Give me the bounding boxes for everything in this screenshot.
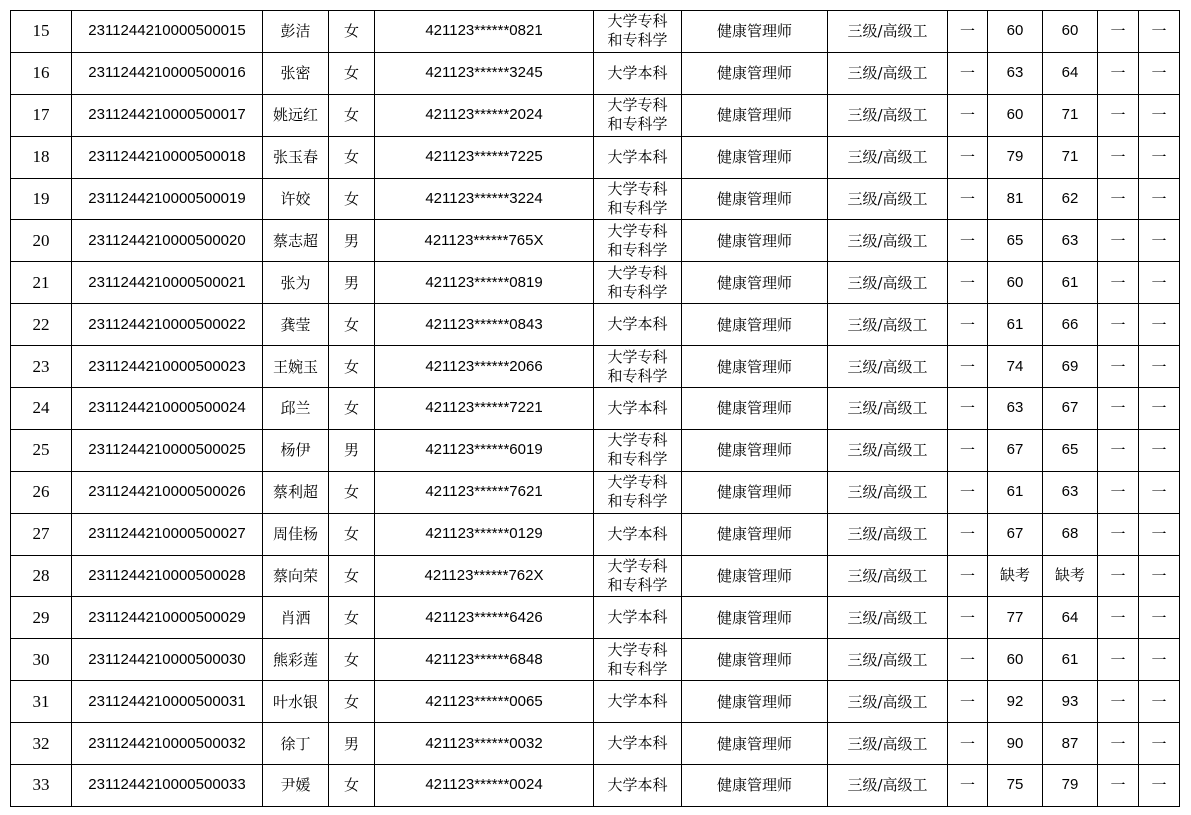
cell-exam-id: 2311244210000500019 bbox=[72, 178, 263, 220]
cell-name: 许姣 bbox=[263, 178, 329, 220]
cell-seq: 30 bbox=[11, 639, 72, 681]
cell-col13: 一 bbox=[1139, 136, 1180, 178]
cell-level: 三级/高级工 bbox=[828, 639, 948, 681]
cell-col13: 一 bbox=[1139, 639, 1180, 681]
cell-name: 尹媛 bbox=[263, 765, 329, 807]
cell-education bbox=[594, 346, 682, 388]
cell-level: 三级/高级工 bbox=[828, 513, 948, 555]
cell-education bbox=[594, 723, 682, 765]
cell-score2: 67 bbox=[1043, 388, 1098, 430]
cell-col9: 一 bbox=[948, 11, 988, 53]
cell-education bbox=[594, 11, 682, 53]
cell-exam-id: 2311244210000500016 bbox=[72, 52, 263, 94]
cell-seq: 32 bbox=[11, 723, 72, 765]
cell-exam-id: 2311244210000500024 bbox=[72, 388, 263, 430]
cell-education bbox=[594, 262, 682, 304]
cell-col9: 一 bbox=[948, 597, 988, 639]
education-line: 和专科学 bbox=[607, 31, 668, 50]
cell-name: 蔡向荣 bbox=[263, 555, 329, 597]
table-row bbox=[11, 513, 1180, 555]
table-row bbox=[11, 723, 1180, 765]
cell-score2: 71 bbox=[1043, 94, 1098, 136]
cell-score1: 81 bbox=[988, 178, 1043, 220]
cell-education bbox=[594, 681, 682, 723]
cell-level: 三级/高级工 bbox=[828, 471, 948, 513]
cell-id-number: 421123******0129 bbox=[375, 513, 594, 555]
cell-level: 三级/高级工 bbox=[828, 555, 948, 597]
cell-level: 三级/高级工 bbox=[828, 304, 948, 346]
cell-occupation: 健康管理师 bbox=[682, 304, 828, 346]
results-table bbox=[10, 10, 1180, 807]
education-line: 大学专科 bbox=[607, 96, 668, 115]
cell-col9: 一 bbox=[948, 765, 988, 807]
cell-col12: 一 bbox=[1098, 220, 1139, 262]
cell-id-number: 421123******3224 bbox=[375, 178, 594, 220]
cell-score1: 74 bbox=[988, 346, 1043, 388]
cell-gender: 女 bbox=[329, 681, 375, 723]
cell-gender: 女 bbox=[329, 304, 375, 346]
cell-exam-id: 2311244210000500023 bbox=[72, 346, 263, 388]
cell-score2: 79 bbox=[1043, 765, 1098, 807]
education-line: 和专科学 bbox=[607, 659, 668, 678]
cell-exam-id: 2311244210000500017 bbox=[72, 94, 263, 136]
cell-score1: 75 bbox=[988, 765, 1043, 807]
cell-education bbox=[594, 136, 682, 178]
cell-occupation: 健康管理师 bbox=[682, 11, 828, 53]
cell-gender: 女 bbox=[329, 52, 375, 94]
cell-education bbox=[594, 94, 682, 136]
cell-exam-id: 2311244210000500029 bbox=[72, 597, 263, 639]
education-line: 和专科学 bbox=[607, 366, 668, 385]
cell-col13: 一 bbox=[1139, 597, 1180, 639]
education-line: 大学专科 bbox=[607, 640, 668, 659]
cell-gender: 女 bbox=[329, 11, 375, 53]
cell-education bbox=[594, 388, 682, 430]
cell-score1: 缺考 bbox=[988, 555, 1043, 597]
cell-level: 三级/高级工 bbox=[828, 262, 948, 304]
cell-col13: 一 bbox=[1139, 471, 1180, 513]
cell-id-number: 421123******0821 bbox=[375, 11, 594, 53]
cell-score2: 71 bbox=[1043, 136, 1098, 178]
cell-gender: 女 bbox=[329, 346, 375, 388]
education-line: 大学本科 bbox=[607, 608, 668, 627]
cell-col13: 一 bbox=[1139, 429, 1180, 471]
cell-score1: 67 bbox=[988, 513, 1043, 555]
cell-seq: 20 bbox=[11, 220, 72, 262]
cell-id-number: 421123******7225 bbox=[375, 136, 594, 178]
education-line: 大学专科 bbox=[607, 263, 668, 282]
cell-level: 三级/高级工 bbox=[828, 11, 948, 53]
table-row bbox=[11, 220, 1180, 262]
table-row bbox=[11, 346, 1180, 388]
cell-col12: 一 bbox=[1098, 94, 1139, 136]
cell-seq: 16 bbox=[11, 52, 72, 94]
table-row bbox=[11, 639, 1180, 681]
cell-score1: 65 bbox=[988, 220, 1043, 262]
cell-level: 三级/高级工 bbox=[828, 94, 948, 136]
cell-score2: 缺考 bbox=[1043, 555, 1098, 597]
table-row bbox=[11, 429, 1180, 471]
cell-gender: 男 bbox=[329, 262, 375, 304]
cell-education bbox=[594, 429, 682, 471]
cell-id-number: 421123******6426 bbox=[375, 597, 594, 639]
cell-seq: 22 bbox=[11, 304, 72, 346]
cell-id-number: 421123******7621 bbox=[375, 471, 594, 513]
cell-education bbox=[594, 555, 682, 597]
cell-seq: 33 bbox=[11, 765, 72, 807]
cell-score2: 66 bbox=[1043, 304, 1098, 346]
cell-score1: 77 bbox=[988, 597, 1043, 639]
cell-education bbox=[594, 765, 682, 807]
cell-col9: 一 bbox=[948, 471, 988, 513]
cell-col13: 一 bbox=[1139, 304, 1180, 346]
cell-occupation: 健康管理师 bbox=[682, 471, 828, 513]
cell-occupation: 健康管理师 bbox=[682, 555, 828, 597]
cell-exam-id: 2311244210000500028 bbox=[72, 555, 263, 597]
education-line: 大学专科 bbox=[607, 557, 668, 576]
table-row bbox=[11, 178, 1180, 220]
education-line: 大学本科 bbox=[607, 147, 668, 166]
cell-col12: 一 bbox=[1098, 52, 1139, 94]
table-row bbox=[11, 262, 1180, 304]
cell-id-number: 421123******7221 bbox=[375, 388, 594, 430]
cell-level: 三级/高级工 bbox=[828, 597, 948, 639]
education-line: 和专科学 bbox=[607, 492, 668, 511]
cell-level: 三级/高级工 bbox=[828, 429, 948, 471]
cell-score1: 90 bbox=[988, 723, 1043, 765]
table-row bbox=[11, 94, 1180, 136]
cell-score2: 64 bbox=[1043, 597, 1098, 639]
cell-score2: 87 bbox=[1043, 723, 1098, 765]
cell-gender: 女 bbox=[329, 555, 375, 597]
cell-col9: 一 bbox=[948, 346, 988, 388]
table-row bbox=[11, 681, 1180, 723]
cell-exam-id: 2311244210000500027 bbox=[72, 513, 263, 555]
cell-score2: 63 bbox=[1043, 220, 1098, 262]
cell-name: 叶水银 bbox=[263, 681, 329, 723]
cell-occupation: 健康管理师 bbox=[682, 597, 828, 639]
cell-id-number: 421123******0024 bbox=[375, 765, 594, 807]
cell-score1: 63 bbox=[988, 52, 1043, 94]
cell-exam-id: 2311244210000500032 bbox=[72, 723, 263, 765]
cell-education bbox=[594, 178, 682, 220]
education-line: 大学本科 bbox=[607, 63, 668, 82]
cell-education bbox=[594, 597, 682, 639]
cell-score2: 61 bbox=[1043, 262, 1098, 304]
cell-seq: 18 bbox=[11, 136, 72, 178]
cell-score2: 65 bbox=[1043, 429, 1098, 471]
cell-col9: 一 bbox=[948, 178, 988, 220]
cell-col9: 一 bbox=[948, 555, 988, 597]
cell-col12: 一 bbox=[1098, 681, 1139, 723]
cell-occupation: 健康管理师 bbox=[682, 513, 828, 555]
cell-exam-id: 2311244210000500022 bbox=[72, 304, 263, 346]
table-row bbox=[11, 52, 1180, 94]
cell-score2: 61 bbox=[1043, 639, 1098, 681]
cell-exam-id: 2311244210000500031 bbox=[72, 681, 263, 723]
cell-id-number: 421123******0819 bbox=[375, 262, 594, 304]
cell-col12: 一 bbox=[1098, 11, 1139, 53]
cell-score2: 60 bbox=[1043, 11, 1098, 53]
cell-level: 三级/高级工 bbox=[828, 346, 948, 388]
cell-score2: 68 bbox=[1043, 513, 1098, 555]
table-row bbox=[11, 471, 1180, 513]
cell-col13: 一 bbox=[1139, 220, 1180, 262]
cell-seq: 23 bbox=[11, 346, 72, 388]
table-row bbox=[11, 388, 1180, 430]
cell-col9: 一 bbox=[948, 52, 988, 94]
cell-seq: 31 bbox=[11, 681, 72, 723]
cell-gender: 男 bbox=[329, 220, 375, 262]
education-line: 大学本科 bbox=[607, 692, 668, 711]
table-body bbox=[11, 11, 1180, 807]
education-line: 大学本科 bbox=[607, 734, 668, 753]
cell-exam-id: 2311244210000500021 bbox=[72, 262, 263, 304]
cell-col12: 一 bbox=[1098, 304, 1139, 346]
cell-level: 三级/高级工 bbox=[828, 178, 948, 220]
cell-seq: 26 bbox=[11, 471, 72, 513]
cell-score2: 63 bbox=[1043, 471, 1098, 513]
cell-seq: 25 bbox=[11, 429, 72, 471]
table-row bbox=[11, 555, 1180, 597]
cell-gender: 男 bbox=[329, 429, 375, 471]
cell-gender: 女 bbox=[329, 94, 375, 136]
cell-occupation: 健康管理师 bbox=[682, 178, 828, 220]
cell-id-number: 421123******0843 bbox=[375, 304, 594, 346]
cell-name: 龚莹 bbox=[263, 304, 329, 346]
cell-col12: 一 bbox=[1098, 765, 1139, 807]
cell-level: 三级/高级工 bbox=[828, 52, 948, 94]
cell-col9: 一 bbox=[948, 304, 988, 346]
education-line: 和专科学 bbox=[607, 450, 668, 469]
education-line: 大学本科 bbox=[607, 315, 668, 334]
education-line: 大学本科 bbox=[607, 524, 668, 543]
cell-exam-id: 2311244210000500018 bbox=[72, 136, 263, 178]
education-line: 大学专科 bbox=[607, 221, 668, 240]
cell-score1: 63 bbox=[988, 388, 1043, 430]
cell-id-number: 421123******0032 bbox=[375, 723, 594, 765]
cell-name: 王婉玉 bbox=[263, 346, 329, 388]
table-row bbox=[11, 597, 1180, 639]
cell-seq: 24 bbox=[11, 388, 72, 430]
cell-exam-id: 2311244210000500020 bbox=[72, 220, 263, 262]
cell-occupation: 健康管理师 bbox=[682, 388, 828, 430]
cell-score1: 67 bbox=[988, 429, 1043, 471]
cell-col13: 一 bbox=[1139, 178, 1180, 220]
cell-occupation: 健康管理师 bbox=[682, 639, 828, 681]
cell-name: 姚远红 bbox=[263, 94, 329, 136]
cell-col12: 一 bbox=[1098, 346, 1139, 388]
education-line: 大学专科 bbox=[607, 431, 668, 450]
education-line: 大学专科 bbox=[607, 347, 668, 366]
cell-occupation: 健康管理师 bbox=[682, 262, 828, 304]
cell-gender: 女 bbox=[329, 388, 375, 430]
cell-exam-id: 2311244210000500026 bbox=[72, 471, 263, 513]
cell-col9: 一 bbox=[948, 513, 988, 555]
cell-id-number: 421123******2024 bbox=[375, 94, 594, 136]
cell-col9: 一 bbox=[948, 681, 988, 723]
cell-col9: 一 bbox=[948, 220, 988, 262]
cell-name: 张为 bbox=[263, 262, 329, 304]
cell-gender: 女 bbox=[329, 471, 375, 513]
cell-col13: 一 bbox=[1139, 723, 1180, 765]
cell-col13: 一 bbox=[1139, 52, 1180, 94]
education-line: 大学专科 bbox=[607, 180, 668, 198]
cell-score1: 92 bbox=[988, 681, 1043, 723]
cell-exam-id: 2311244210000500033 bbox=[72, 765, 263, 807]
cell-occupation: 健康管理师 bbox=[682, 765, 828, 807]
cell-col9: 一 bbox=[948, 94, 988, 136]
cell-name: 蔡志超 bbox=[263, 220, 329, 262]
cell-name: 周佳杨 bbox=[263, 513, 329, 555]
education-line: 和专科学 bbox=[607, 282, 668, 301]
cell-col12: 一 bbox=[1098, 513, 1139, 555]
cell-seq: 19 bbox=[11, 178, 72, 220]
cell-col9: 一 bbox=[948, 388, 988, 430]
education-line: 和专科学 bbox=[607, 576, 668, 595]
cell-education bbox=[594, 304, 682, 346]
cell-level: 三级/高级工 bbox=[828, 765, 948, 807]
cell-score2: 64 bbox=[1043, 52, 1098, 94]
cell-col13: 一 bbox=[1139, 765, 1180, 807]
cell-occupation: 健康管理师 bbox=[682, 723, 828, 765]
cell-col12: 一 bbox=[1098, 723, 1139, 765]
cell-score1: 60 bbox=[988, 639, 1043, 681]
cell-id-number: 421123******6019 bbox=[375, 429, 594, 471]
cell-gender: 男 bbox=[329, 723, 375, 765]
education-line: 大学本科 bbox=[607, 775, 668, 794]
cell-education bbox=[594, 513, 682, 555]
cell-occupation: 健康管理师 bbox=[682, 681, 828, 723]
cell-seq: 27 bbox=[11, 513, 72, 555]
cell-col12: 一 bbox=[1098, 136, 1139, 178]
cell-seq: 29 bbox=[11, 597, 72, 639]
cell-exam-id: 2311244210000500015 bbox=[72, 11, 263, 53]
cell-education bbox=[594, 220, 682, 262]
cell-col13: 一 bbox=[1139, 388, 1180, 430]
cell-id-number: 421123******3245 bbox=[375, 52, 594, 94]
cell-occupation: 健康管理师 bbox=[682, 52, 828, 94]
cell-col13: 一 bbox=[1139, 262, 1180, 304]
cell-id-number: 421123******2066 bbox=[375, 346, 594, 388]
cell-name: 张玉春 bbox=[263, 136, 329, 178]
cell-col12: 一 bbox=[1098, 597, 1139, 639]
table-row bbox=[11, 136, 1180, 178]
cell-occupation: 健康管理师 bbox=[682, 346, 828, 388]
education-line: 和专科学 bbox=[607, 115, 668, 134]
cell-name: 杨伊 bbox=[263, 429, 329, 471]
cell-col12: 一 bbox=[1098, 388, 1139, 430]
cell-level: 三级/高级工 bbox=[828, 388, 948, 430]
cell-name: 熊彩莲 bbox=[263, 639, 329, 681]
education-line: 和专科学 bbox=[607, 199, 668, 217]
cell-col13: 一 bbox=[1139, 555, 1180, 597]
cell-score2: 69 bbox=[1043, 346, 1098, 388]
cell-id-number: 421123******762X bbox=[375, 555, 594, 597]
cell-name: 张密 bbox=[263, 52, 329, 94]
education-line: 和专科学 bbox=[607, 240, 668, 259]
cell-name: 邱兰 bbox=[263, 388, 329, 430]
education-line: 大学专科 bbox=[607, 473, 668, 492]
cell-col12: 一 bbox=[1098, 262, 1139, 304]
cell-education bbox=[594, 639, 682, 681]
cell-level: 三级/高级工 bbox=[828, 723, 948, 765]
cell-gender: 女 bbox=[329, 136, 375, 178]
cell-level: 三级/高级工 bbox=[828, 136, 948, 178]
cell-id-number: 421123******765X bbox=[375, 220, 594, 262]
cell-id-number: 421123******6848 bbox=[375, 639, 594, 681]
cell-seq: 21 bbox=[11, 262, 72, 304]
cell-seq: 28 bbox=[11, 555, 72, 597]
cell-exam-id: 2311244210000500025 bbox=[72, 429, 263, 471]
cell-score1: 60 bbox=[988, 262, 1043, 304]
cell-exam-id: 2311244210000500030 bbox=[72, 639, 263, 681]
cell-occupation: 健康管理师 bbox=[682, 220, 828, 262]
cell-gender: 女 bbox=[329, 765, 375, 807]
cell-name: 肖洒 bbox=[263, 597, 329, 639]
cell-gender: 女 bbox=[329, 513, 375, 555]
cell-col13: 一 bbox=[1139, 94, 1180, 136]
cell-occupation: 健康管理师 bbox=[682, 136, 828, 178]
table-row bbox=[11, 765, 1180, 807]
cell-education bbox=[594, 471, 682, 513]
cell-col9: 一 bbox=[948, 723, 988, 765]
cell-education bbox=[594, 52, 682, 94]
cell-level: 三级/高级工 bbox=[828, 220, 948, 262]
cell-col9: 一 bbox=[948, 262, 988, 304]
cell-occupation: 健康管理师 bbox=[682, 429, 828, 471]
cell-score1: 79 bbox=[988, 136, 1043, 178]
cell-score2: 93 bbox=[1043, 681, 1098, 723]
cell-col12: 一 bbox=[1098, 471, 1139, 513]
cell-col12: 一 bbox=[1098, 429, 1139, 471]
cell-gender: 女 bbox=[329, 178, 375, 220]
education-line: 大学专科 bbox=[607, 12, 668, 31]
cell-gender: 女 bbox=[329, 597, 375, 639]
cell-col12: 一 bbox=[1098, 555, 1139, 597]
cell-level: 三级/高级工 bbox=[828, 681, 948, 723]
cell-col12: 一 bbox=[1098, 639, 1139, 681]
table-row bbox=[11, 304, 1180, 346]
cell-col9: 一 bbox=[948, 136, 988, 178]
cell-seq: 17 bbox=[11, 94, 72, 136]
cell-col12: 一 bbox=[1098, 178, 1139, 220]
cell-col13: 一 bbox=[1139, 346, 1180, 388]
cell-col13: 一 bbox=[1139, 681, 1180, 723]
cell-score1: 60 bbox=[988, 11, 1043, 53]
cell-col13: 一 bbox=[1139, 513, 1180, 555]
table-row bbox=[11, 11, 1180, 53]
cell-col9: 一 bbox=[948, 639, 988, 681]
cell-score1: 61 bbox=[988, 304, 1043, 346]
education-line: 大学本科 bbox=[607, 398, 668, 417]
cell-seq: 15 bbox=[11, 11, 72, 53]
cell-name: 蔡利超 bbox=[263, 471, 329, 513]
cell-col9: 一 bbox=[948, 429, 988, 471]
cell-score2: 62 bbox=[1043, 178, 1098, 220]
cell-score1: 61 bbox=[988, 471, 1043, 513]
cell-col13: 一 bbox=[1139, 11, 1180, 53]
cell-name: 彭洁 bbox=[263, 11, 329, 53]
cell-id-number: 421123******0065 bbox=[375, 681, 594, 723]
cell-gender: 女 bbox=[329, 639, 375, 681]
cell-occupation: 健康管理师 bbox=[682, 94, 828, 136]
cell-score1: 60 bbox=[988, 94, 1043, 136]
cell-name: 徐丁 bbox=[263, 723, 329, 765]
